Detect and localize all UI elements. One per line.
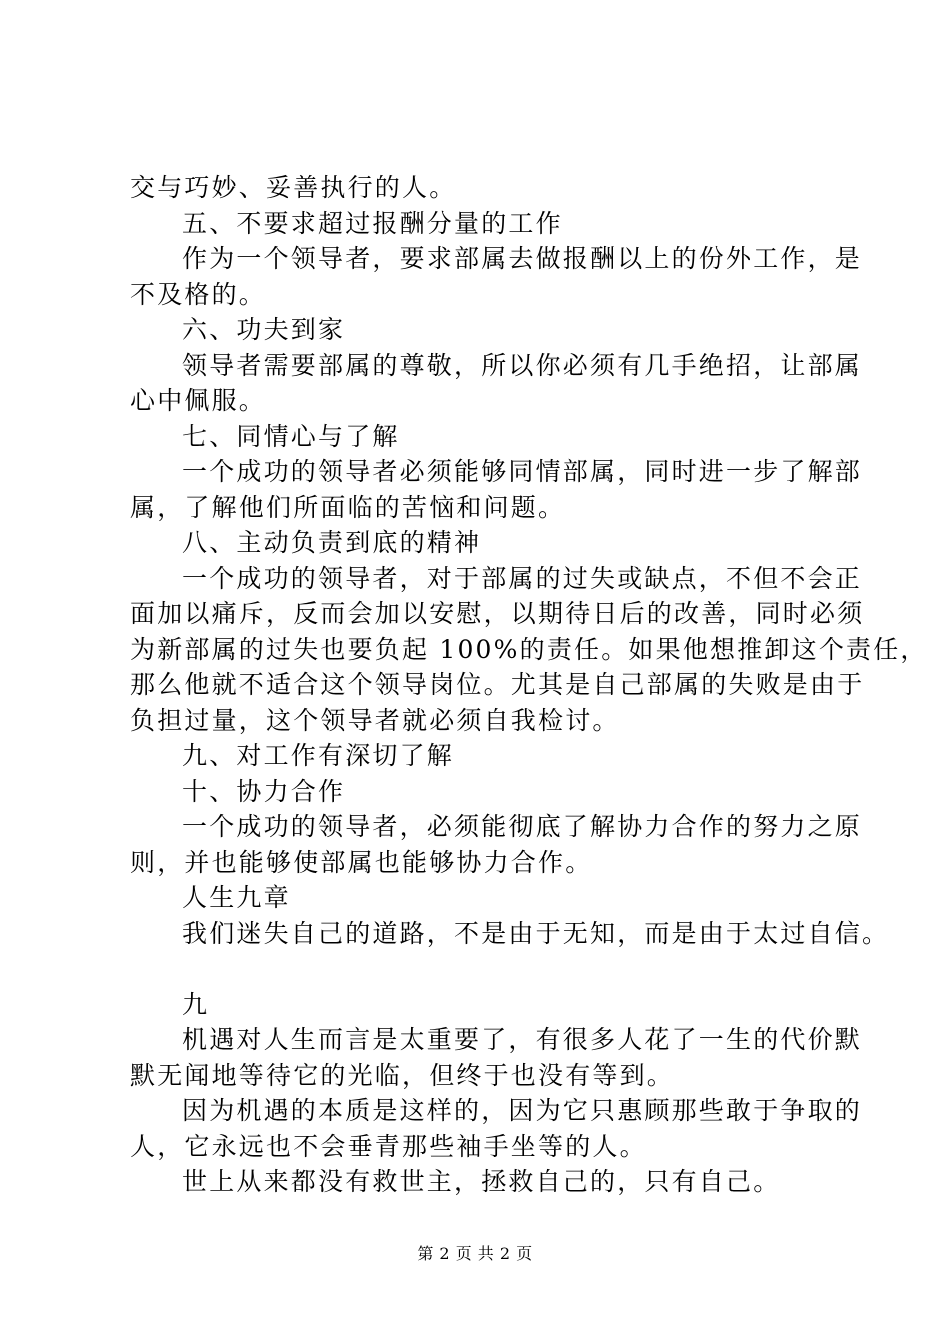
text-line: 人生九章 bbox=[182, 883, 291, 912]
text-line: 一个成功的领导者必须能够同情部属，同时进一步了解部 bbox=[182, 457, 863, 486]
text-line: 我们迷失自己的道路，不是由于无知，而是由于太过自信。 bbox=[182, 918, 890, 948]
text-line: 五、不要求超过报酬分量的工作 bbox=[182, 208, 563, 238]
text-line: 六、功夫到家 bbox=[182, 315, 346, 344]
text-line: 交与巧妙、妥善执行的人。 bbox=[130, 173, 457, 202]
text-line: 心中佩服。 bbox=[130, 386, 267, 415]
text-line: 九 bbox=[182, 989, 210, 1019]
text-line: 默无闻地等待它的光临，但终于也没有等到。 bbox=[130, 1060, 675, 1090]
text-line: 作为一个领导者，要求部属去做报酬以上的份外工作，是 bbox=[182, 244, 863, 273]
text-line: 七、同情心与了解 bbox=[182, 421, 400, 451]
text-line: 九、对工作有深切了解 bbox=[182, 741, 455, 770]
text-line: 那么他就不适合这个领导岗位。尤其是自己部属的失败是由于 bbox=[130, 670, 865, 699]
blank-line bbox=[130, 951, 840, 987]
text-line: 十、协力合作 bbox=[182, 776, 346, 806]
text-line: 为新部属的过失也要负起 100%的责任。如果他想推卸这个责任， bbox=[130, 634, 928, 664]
text-line: 则，并也能够使部属也能够协力合作。 bbox=[130, 847, 593, 877]
text-line: 世上从来都没有救世主，拯救自己的，只有自己。 bbox=[182, 1167, 781, 1196]
text-line: 八、主动负责到底的精神 bbox=[182, 528, 482, 557]
text-line: 面加以痛斥，反而会加以安慰，以期待日后的改善，同时必须 bbox=[130, 599, 865, 628]
text-line: 一个成功的领导者，对于部属的过失或缺点，不但不会正 bbox=[182, 563, 863, 593]
text-line: 一个成功的领导者，必须能彻底了解协力合作的努力之原 bbox=[182, 812, 863, 841]
text-line: 机遇对人生而言是太重要了，有很多人花了一生的代价默 bbox=[182, 1025, 863, 1054]
text-line: 领导者需要部属的尊敬，所以你必须有几手绝招，让部属 bbox=[182, 350, 863, 380]
text-line: 负担过量，这个领导者就必须自我检讨。 bbox=[130, 705, 620, 735]
page-footer: 第 2 页 共 2 页 bbox=[417, 1244, 533, 1263]
text-line: 不及格的。 bbox=[130, 279, 267, 309]
text-line: 人，它永远也不会垂青那些袖手坐等的人。 bbox=[130, 1131, 647, 1161]
text-line: 属，了解他们所面临的苦恼和问题。 bbox=[130, 492, 566, 522]
document-body bbox=[130, 170, 928, 1200]
text-line: 因为机遇的本质是这样的，因为它只惠顾那些敢于争取的 bbox=[182, 1096, 863, 1125]
